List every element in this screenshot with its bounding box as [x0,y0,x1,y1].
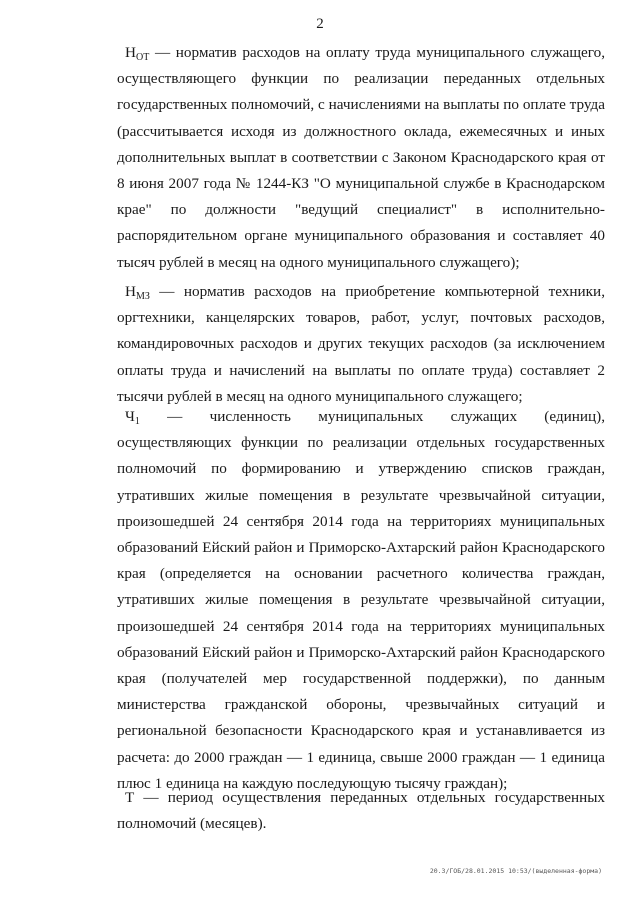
footer-stamp: 20.3/ГОБ/28.01.2015 10:53/(выделенная-форма) [429,867,602,875]
symbol-subscript: ОТ [135,52,150,63]
paragraph-ch1 [117,404,605,797]
symbol-subscript: 1 [134,416,140,427]
symbol: Н [125,283,136,300]
page-number: 2 [316,16,324,32]
paragraph-text: — период осуществления переданных отдельных государственных полномочий (месяцев). [117,789,605,833]
paragraph-text: — норматив расходов на оплату труда муниципального служащего, осуществляющего функции по реализации переданных отдельных государственных полномочий, с начислениями на выплаты по оплате труда (рассчитывается исходя из должностного оклада, ежемесячных и иных дополнительных выплат в соответствии с Законом Краснодарского края от 8 июня 2007 года № 1244-КЗ "О муниципальной службе в Краснодарском крае" по должности "ведущий специалист" в исполнительно-распорядительном органе муниципального образования и составляет 40 тысяч рублей в месяц на одного муниципального служащего); [117,44,605,271]
symbol: Ч [125,408,135,425]
paragraph-text: — норматив расходов на приобретение компьютерной техники, оргтехники, канцелярских товаров, работ, услуг, почтовых расходов, командировочных расходов и других текущих расходов (за исключением оплаты труда и начислений на выплаты по оплате труда) составляет 2 тысячи рублей в месяц на одного муниципального служащего; [117,283,605,405]
paragraph-nmz [117,279,605,410]
symbol: Т [125,789,135,806]
paragraph-text: — численность муниципальных служащих (единиц), осуществляющих функции по реализации отдельных государственных полномочий по формированию и утверждению списков граждан, утративших жилые помещения в результате чрезвычайной ситуации, произошедшей 24 сентября 2014 года на территориях муниципальных образований Ейский район и Приморско-Ахтарский район Краснодарского края (определяется на основании расчетного количества граждан, утративших жилые помещения в результате чрезвычайной ситуации, произошедшей 24 сентября 2014 года на территориях муниципальных образований Ейский район и Приморско-Ахтарский район Краснодарского края (получателей мер государственной поддержки), по данным министерства гражданской обороны, чрезвычайных ситуаций и региональной безопасности Краснодарского края и устанавливается из расчета: до 2000 граждан — 1 единица, свыше 2000 граждан — 1 единица плюс 1 единица на каждую последующую тысячу граждан); [117,408,605,792]
paragraph-not [117,40,605,276]
symbol: Н [125,44,136,61]
symbol-subscript: МЗ [135,291,150,302]
paragraph-t [117,785,605,837]
